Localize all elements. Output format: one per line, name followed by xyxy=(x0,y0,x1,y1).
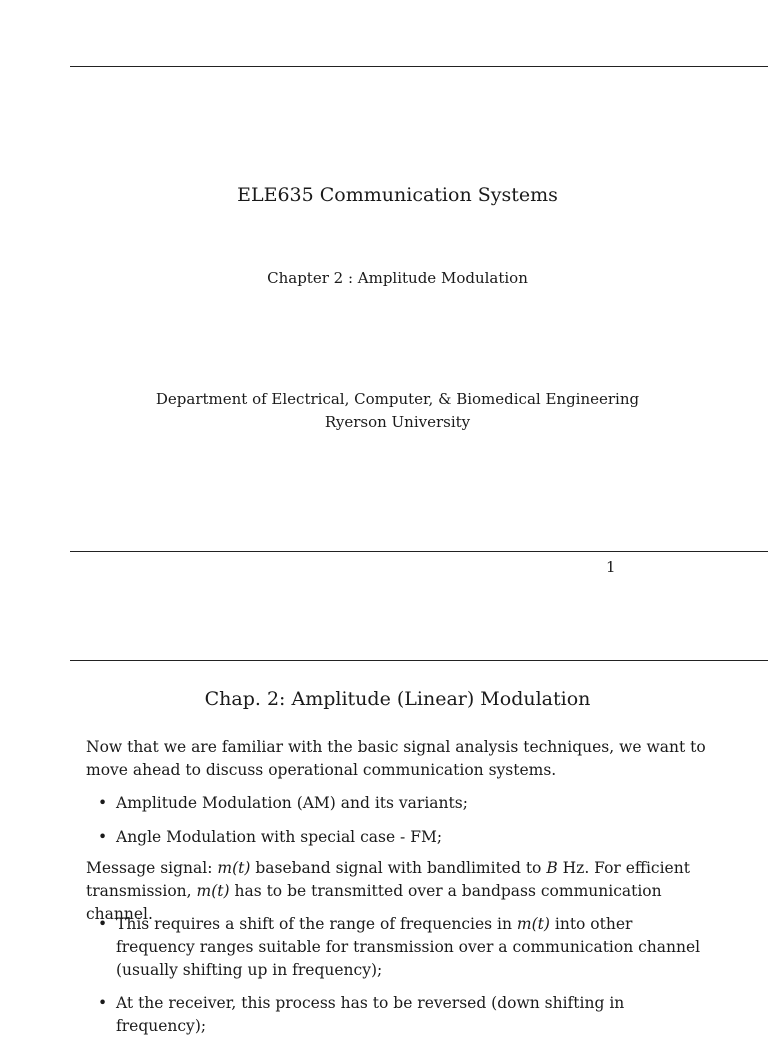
department-name: Department of Electrical, Computer, & Biomedical Engineering xyxy=(155,390,640,408)
text-span: This requires a shift of the range of frequencies in xyxy=(116,915,517,933)
list-item: • Amplitude Modulation (AM) and its variants; xyxy=(86,792,716,815)
university-name: Ryerson University xyxy=(324,413,471,431)
chapter-subtitle: Chapter 2 : Amplitude Modulation xyxy=(267,269,528,287)
math-m-t: m(t) xyxy=(516,915,550,933)
modulation-types-list-2 xyxy=(86,826,716,849)
text-span: into other frequency ranges suitable for transmission over a communication channel (usually shifting up in frequency); xyxy=(116,915,701,979)
math-m-t: m(t) xyxy=(217,859,251,877)
intro-paragraph: Now that we are familiar with the basic signal analysis techniques, we want to move ahead to discuss operational communication systems. xyxy=(86,738,706,779)
list-item: • At the receiver, this process has to be reversed (down shifting in frequency); xyxy=(86,992,716,1038)
receiver-list xyxy=(86,992,716,1038)
affiliation-block xyxy=(70,388,725,434)
math-m-t: m(t) xyxy=(196,882,230,900)
slide2-top-rule xyxy=(70,660,768,661)
course-title: ELE635 Communication Systems xyxy=(237,184,558,206)
math-b: B xyxy=(546,859,558,877)
slide1-bottom-rule xyxy=(70,551,768,552)
page-number: 1 xyxy=(606,558,616,576)
list-item: • Angle Modulation with special case - FM; xyxy=(86,826,716,849)
text-span: Hz. For efficient transmission, xyxy=(86,859,690,900)
text-span: has to be transmitted over a bandpass communication channel. xyxy=(86,882,662,923)
text-span: baseband signal with bandlimited to xyxy=(250,859,547,877)
modulation-types-list xyxy=(86,792,716,815)
text-span: Message signal: xyxy=(86,859,218,877)
list-item xyxy=(86,913,716,982)
slide2-title: Chap. 2: Amplitude (Linear) Modulation xyxy=(204,688,591,710)
frequency-shift-list xyxy=(86,913,716,982)
top-rule xyxy=(70,66,768,67)
